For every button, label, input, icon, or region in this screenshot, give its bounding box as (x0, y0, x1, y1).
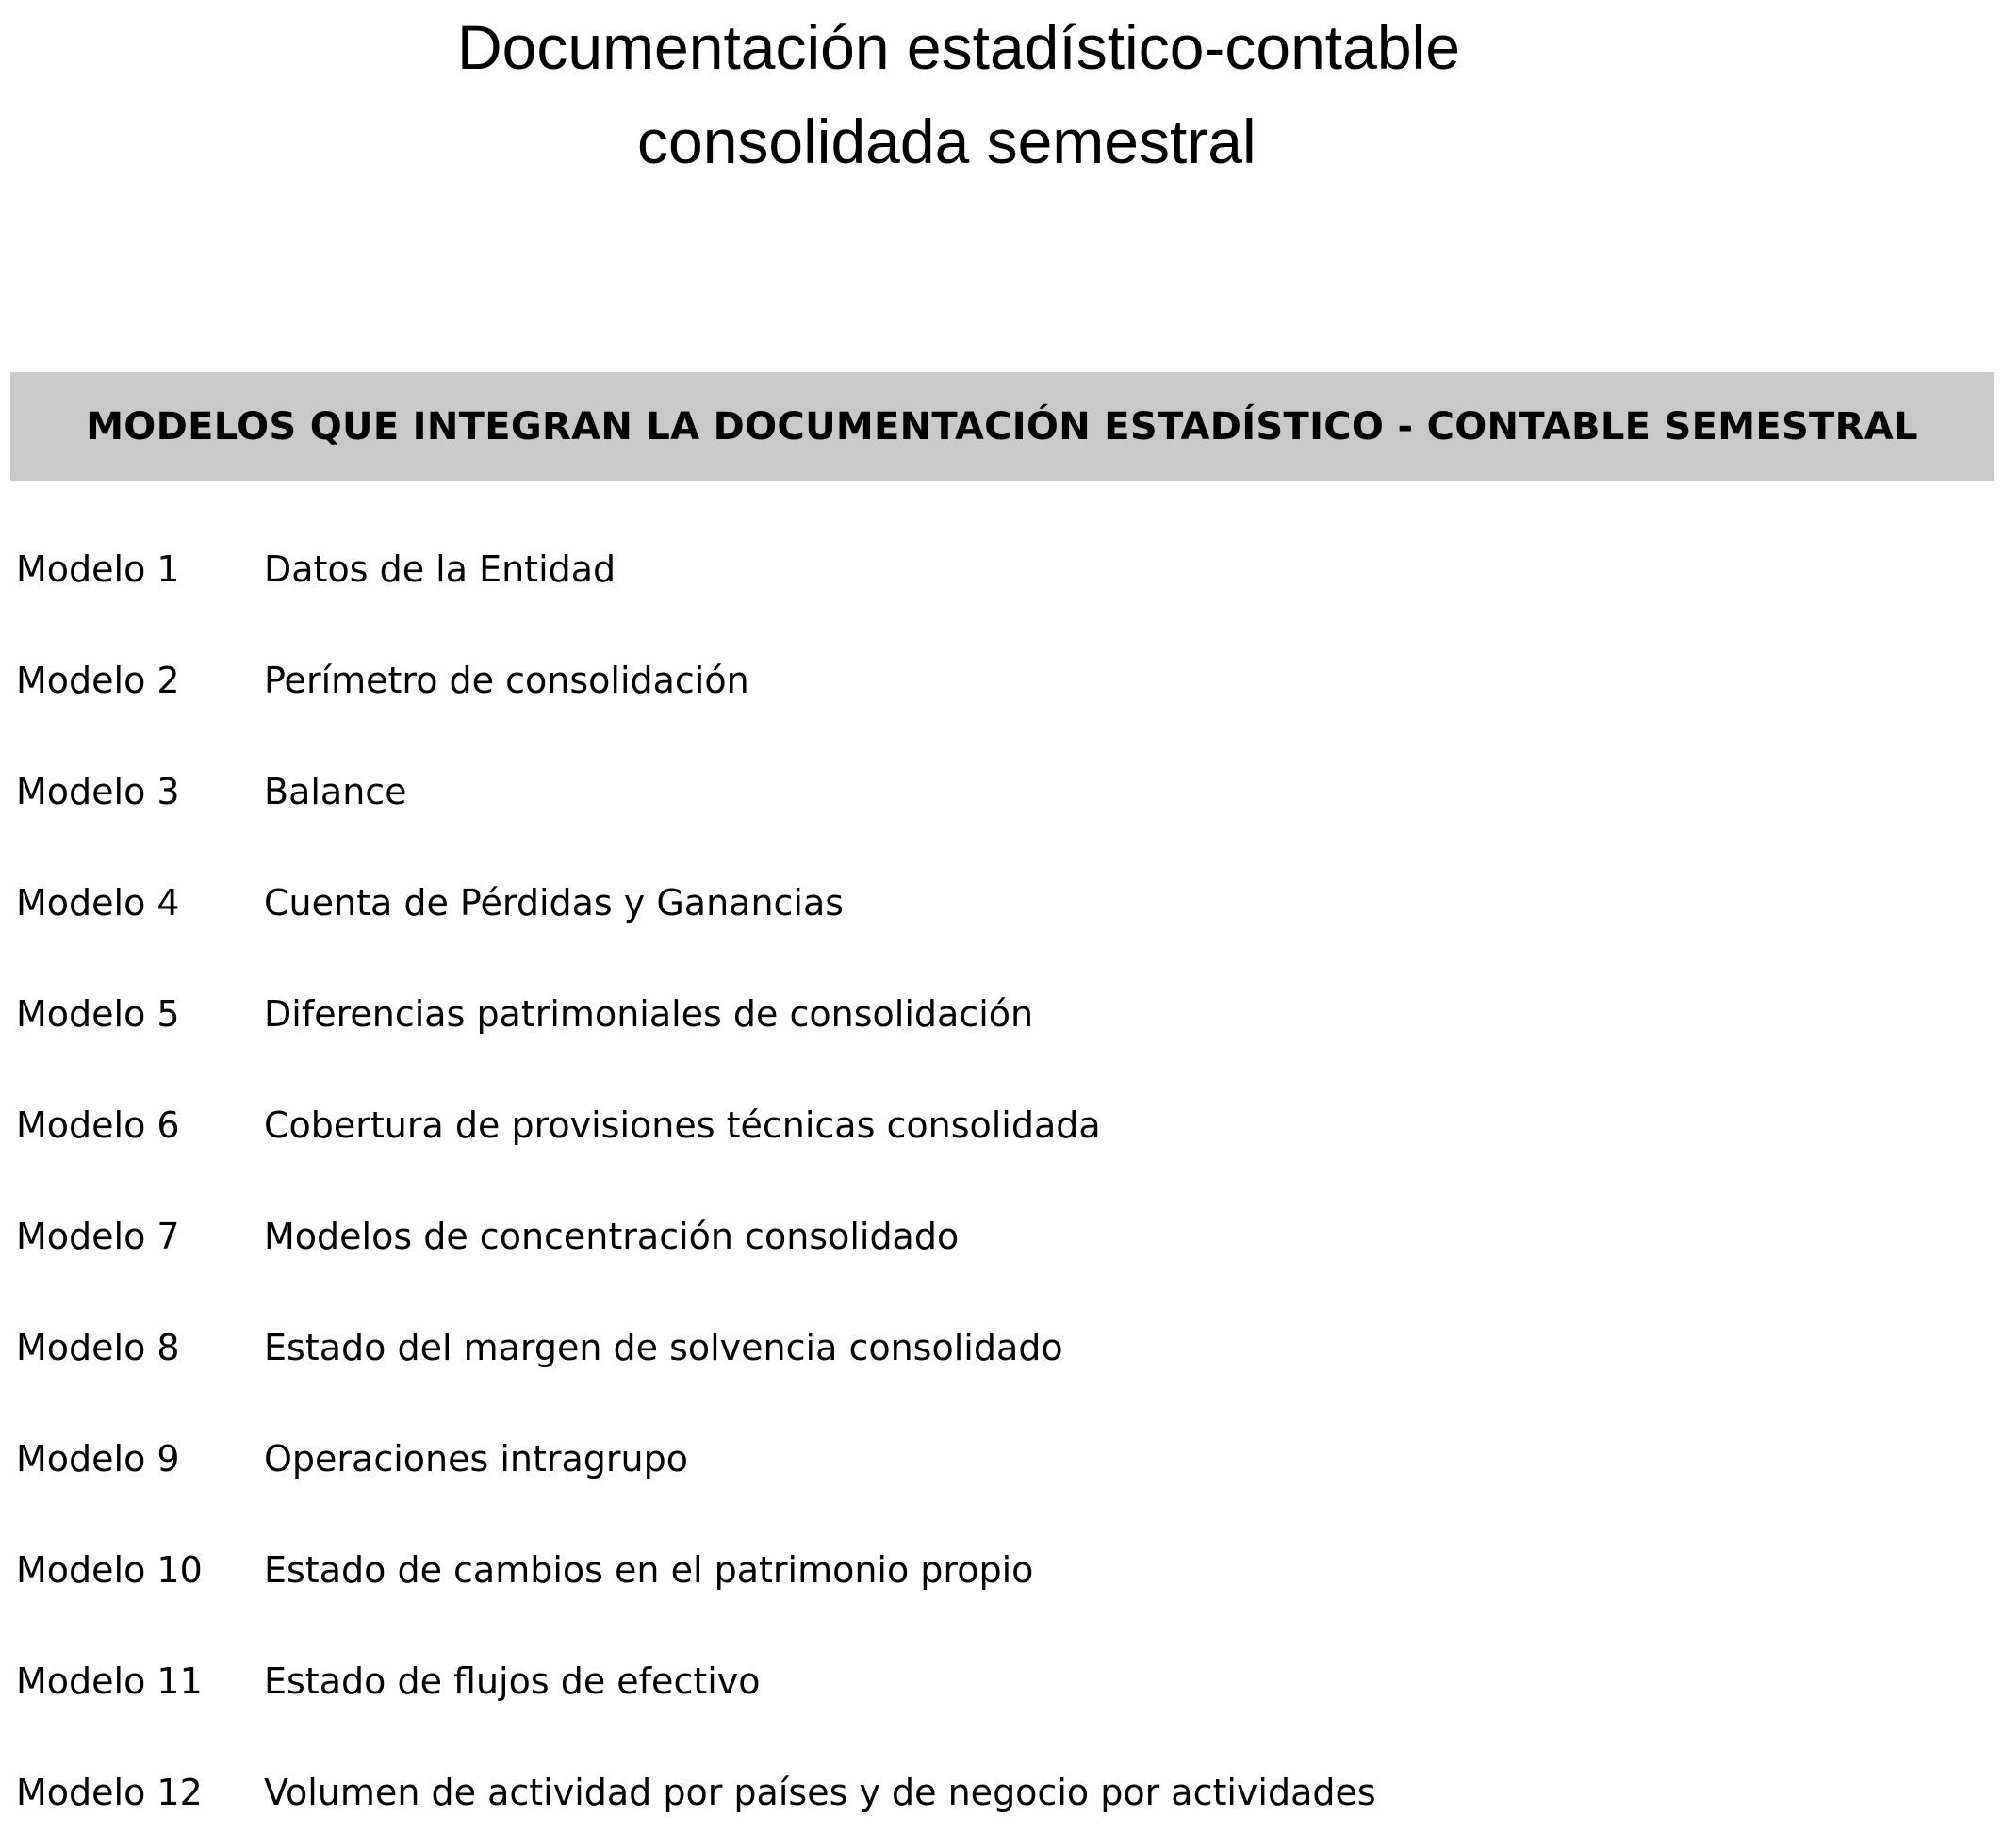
model-description: Estado del margen de solvencia consolidado (264, 1327, 1063, 1368)
model-row-12 (0, 1737, 2004, 1848)
model-description: Diferencias patrimoniales de consolidación (264, 993, 1034, 1035)
model-row-2 (0, 625, 2004, 736)
model-description: Balance (264, 771, 407, 812)
model-row-7 (0, 1181, 2004, 1292)
model-description: Perímetro de consolidación (264, 660, 749, 701)
model-description: Modelos de concentración consolidado (264, 1216, 960, 1257)
model-row-11 (0, 1626, 2004, 1737)
model-code: Modelo 5 (16, 993, 180, 1035)
model-description: Operaciones intragrupo (264, 1438, 689, 1480)
model-code: Modelo 6 (16, 1104, 180, 1146)
model-row-4 (0, 847, 2004, 958)
model-code: Modelo 11 (16, 1660, 203, 1702)
model-code: Modelo 12 (16, 1772, 203, 1813)
model-description: Estado de cambios en el patrimonio propio (264, 1549, 1034, 1591)
title-line-2: consolidada semestral (637, 106, 1257, 176)
model-row-10 (0, 1514, 2004, 1626)
model-description: Estado de flujos de efectivo (264, 1660, 761, 1702)
model-description: Volumen de actividad por países y de negocio por actividades (264, 1772, 1376, 1813)
models-list (0, 514, 2004, 1848)
model-code: Modelo 9 (16, 1438, 180, 1480)
model-row-5 (0, 958, 2004, 1070)
model-description: Cobertura de provisiones técnicas consolidada (264, 1104, 1101, 1146)
title-line-1: Documentación estadístico-contable (457, 12, 1460, 82)
section-banner-text: MODELOS QUE INTEGRAN LA DOCUMENTACIÓN ESTADÍSTICO - CONTABLE SEMESTRAL (86, 404, 1918, 449)
model-code: Modelo 10 (16, 1549, 203, 1591)
model-row-1 (0, 514, 2004, 625)
model-description: Cuenta de Pérdidas y Ganancias (264, 882, 845, 924)
model-code: Modelo 2 (16, 660, 180, 701)
model-code: Modelo 1 (16, 548, 180, 590)
model-row-9 (0, 1403, 2004, 1514)
model-row-6 (0, 1070, 2004, 1181)
model-code: Modelo 4 (16, 882, 180, 924)
model-row-8 (0, 1292, 2004, 1403)
model-row-3 (0, 736, 2004, 847)
section-banner (10, 372, 1994, 481)
model-description: Datos de la Entidad (264, 548, 616, 590)
model-code: Modelo 3 (16, 771, 180, 812)
model-code: Modelo 8 (16, 1327, 180, 1368)
document-title (0, 0, 2004, 188)
model-code: Modelo 7 (16, 1216, 180, 1257)
